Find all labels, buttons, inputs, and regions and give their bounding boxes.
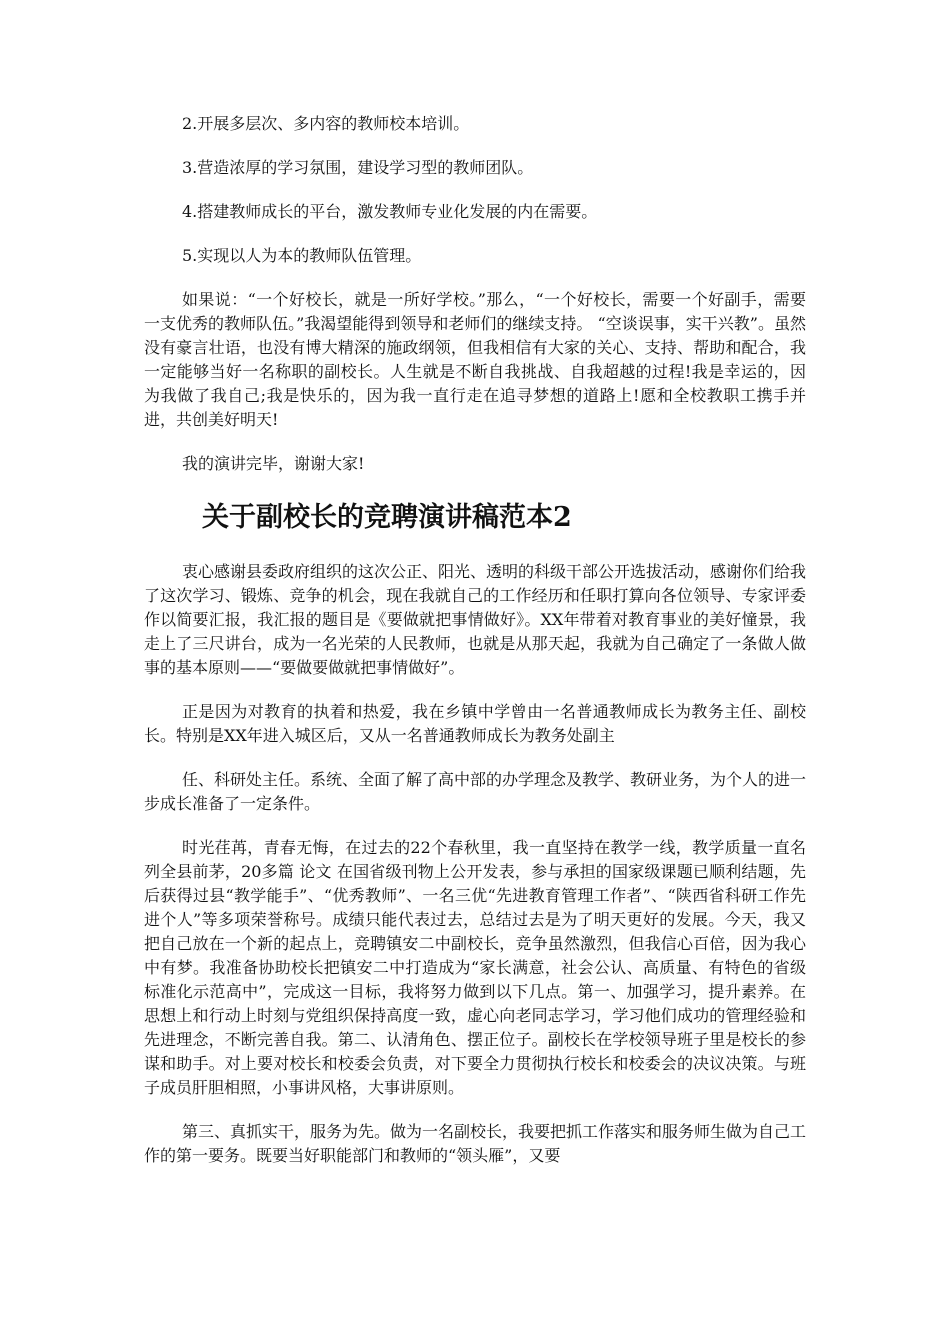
body-paragraph-2: 正是因为对教育的执着和热爱，我在乡镇中学曾由一名普通教师成长为教务主任、副校长。特别是XX年进入城区后，又从一名普通教师成长为教务处副主 [144, 702, 806, 745]
section-title: 关于副校长的竞聘演讲稿范本2 [202, 502, 572, 533]
body-paragraph-3: 任、科研处主任。系统、全面了解了高中部的办学理念及教学、教研业务，为个人的进一步成长准备了一定条件。 [144, 770, 807, 813]
body-paragraph-5: 第三、真抓实干，服务为先。做为一名副校长，我要把抓工作落实和服务师生做为自己工作的第一要务。既要当好职能部门和教师的“领头雁”，又要 [144, 1122, 807, 1165]
list-item-2: 2.开展多层次、多内容的教师校本培训。 [182, 114, 470, 133]
conclusion-paragraph: 如果说：“一个好校长，就是一所好学校。”那么，“一个好校长，需要一个好副手，需要一支优秀的教师队伍。”我渴望能得到领导和老师们的继续支持。 “空谈误事，实干兴教”。虽然没有豪言壮语，也没有博大精深的施政纲领，但我相信有大家的关心、支持、帮助和配合，我一定能够当好一名称职的副校长。人生就是不断自我挑战、自我超越的过程!我是幸运的，因为我做了我自己;我是快乐的，因为我一直行走在追寻梦想的道路上!愿和全校教职工携手并进，共创美好明天! [144, 290, 806, 429]
closing-line: 我的演讲完毕，谢谢大家! [182, 454, 365, 473]
body-paragraph-1: 衷心感谢县委政府组织的这次公正、阳光、透明的科级干部公开选拔活动，感谢你们给我了这次学习、锻炼、竞争的机会，现在我就自己的工作经历和任职打算向各位领导、专家评委作以简要汇报，我汇报的题目是《要做就把事情做好》。XX年带着对教育事业的美好憧景，我走上了三尺讲台，成为一名光荣的人民教师，也就是从那天起，我就为自己确定了一条做人做事的基本原则——“要做要做就把事情做好”。 [144, 562, 807, 677]
list-item-3: 3.营造浓厚的学习氛围，建设学习型的教师团队。 [182, 158, 534, 177]
list-item-5: 5.实现以人为本的教师队伍管理。 [182, 246, 422, 265]
body-paragraph-4: 时光荏苒，青春无悔，在过去的22个春秋里，我一直坚持在教学一线，教学质量一直名列全县前茅，20多篇 论文 在国省级刊物上公开发表，参与承担的国家级课题已顺利结题，先后获得过县“教学能手”、“优秀教师”、一名三优“先进教育管理工作者”、“陕西省科研工作先进个人”等多项荣誉称号。成绩只能代表过去，总结过去是为了明天更好的发展。今天，我又把自己放在一个新的起点上，竞聘镇安二中副校长，竞争虽然激烈，但我信心百倍，因为我心中有梦。我准备协助校长把镇安二中打造成为“家长满意，社会公认、高质量、有特色的省级标准化示范高中”，完成这一目标，我将努力做到以下几点。第一、加强学习，提升素养。在思想上和行动上时刻与党组织保持高度一致，虚心向老同志学习，学习他们成功的管理经验和先进理念，不断完善自我。第二、认清角色、摆正位子。副校长在学校领导班子里是校长的参谋和助手。对上要对校长和校委会负责，对下要全力贯彻执行校长和校委会的决议决策。与班子成员肝胆相照，小事讲风格，大事讲原则。 [144, 838, 806, 1097]
document-page [144, 112, 806, 1188]
list-item-4: 4.搭建教师成长的平台，激发教师专业化发展的内在需要。 [182, 202, 598, 221]
